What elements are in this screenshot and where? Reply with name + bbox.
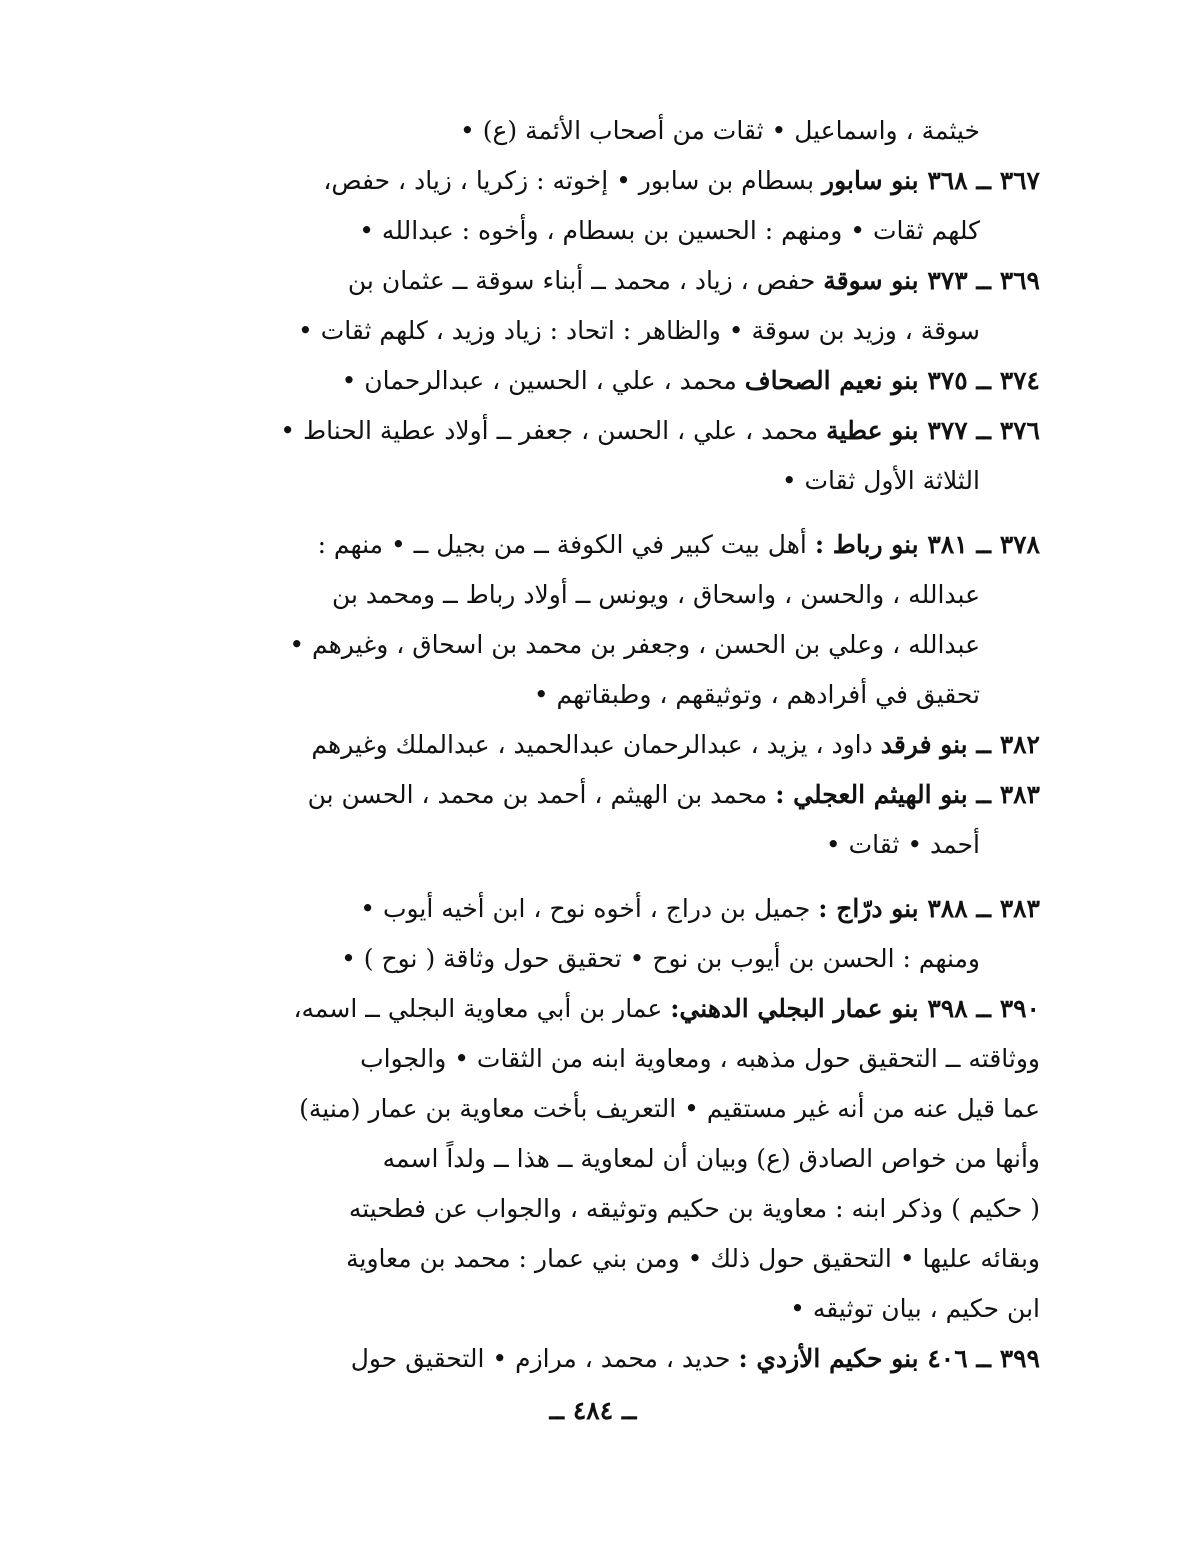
- entry-376-line-1: ٣٧٦ ــ ٣٧٧ بنو عطية محمد ، علي ، الحسن ، جعفر ــ أولاد عطية الحناط •: [280, 416, 1040, 445]
- entry-390-heading: ٣٩٠ ــ ٣٩٨ بنو عمار البجلي الدهني:: [670, 994, 1040, 1023]
- entry-383-line-1: ٣٨٣ ــ بنو الهيثم العجلي : محمد بن الهيثم ، أحمد بن محمد ، الحسن بن: [307, 780, 1040, 809]
- entry-369-heading: ٣٦٩ ــ ٣٧٣ بنو سوقة: [823, 266, 1040, 295]
- entry-378-line-4: تحقيق في أفرادهم ، وتوثيقهم ، وطبقاتهم •: [533, 680, 980, 709]
- entry-390-line-2: ووثاقته ــ التحقيق حول مذهبه ، ومعاوية ابنه من الثقات • والجواب: [360, 1044, 1040, 1073]
- entry-369-line-1: ٣٦٩ ــ ٣٧٣ بنو سوقة حفص ، زياد ، محمد ــ أبناء سوقة ــ عثمان بن: [347, 266, 1040, 295]
- entry-390-line-5: ( حكيم ) وذكر ابنه : معاوية بن حكيم وتوثيقه ، والجواب عن فطحيته: [348, 1194, 1040, 1223]
- entry-399-heading: ٣٩٩ ــ ٤٠٦ بنو حكيم الأزدي :: [738, 1344, 1040, 1373]
- entry-376-heading: ٣٧٦ ــ ٣٧٧ بنو عطية: [826, 416, 1040, 445]
- entry-383b-heading: ٣٨٣ ــ ٣٨٨ بنو درّاج :: [818, 894, 1040, 923]
- entry-378-line-3: عبدالله ، وعلي بن الحسن ، وجعفر بن محمد بن اسحاق ، وغيرهم •: [289, 630, 980, 659]
- entry-367-line-2: كلهم ثقات • ومنهم : الحسين بن بسطام ، وأخوه : عبدالله •: [359, 216, 980, 245]
- entry-374-line-1: ٣٧٤ ــ ٣٧٥ بنو نعيم الصحاف محمد ، علي ، الحسين ، عبدالرحمان •: [341, 366, 1040, 395]
- entry-367-heading: ٣٦٧ ــ ٣٦٨ بنو سابور: [822, 166, 1040, 195]
- entry-367-line-1: ٣٦٧ ــ ٣٦٨ بنو سابور بسطام بن سابور • إخوته : زكريا ، زياد ، حفص،: [323, 166, 1040, 195]
- entry-382-line-1: ٣٨٢ ــ بنو فرقد داود ، يزيد ، عبدالرحمان عبدالحميد ، عبدالملك وغيرهم: [311, 730, 1040, 759]
- entry-390-line-3: عما قيل عنه من أنه غير مستقيم • التعريف بأخت معاوية بن عمار (منية): [299, 1094, 1040, 1123]
- entry-378-line-2: عبدالله ، والحسن ، واسحاق ، ويونس ــ أولاد رباط ــ ومحمد بن: [331, 580, 980, 609]
- entry-382-heading: ٣٨٢ ــ بنو فرقد: [880, 730, 1040, 759]
- entry-369-line-2: سوقة ، وزيد بن سوقة • والظاهر : اتحاد : زياد وزيد ، كلهم ثقات •: [298, 316, 980, 345]
- page-number: ــ ٤٨٤ ــ: [549, 1396, 637, 1425]
- entry-374-heading: ٣٧٤ ــ ٣٧٥ بنو نعيم الصحاف: [744, 366, 1040, 395]
- entry-383b-line-2: ومنهم : الحسن بن أيوب بن نوح • تحقيق حول وثاقة ( نوح ) •: [341, 944, 980, 973]
- entry-378-line-1: ٣٧٨ ــ ٣٨١ بنو رباط : أهل بيت كبير في الكوفة ــ من بجيل ــ • منهم :: [317, 530, 1040, 559]
- entry-390-line-4: وأنها من خواص الصادق (ع) وبيان أن لمعاوية ــ هذا ــ ولداً اسمه: [382, 1144, 1040, 1173]
- entry-383-heading: ٣٨٣ ــ بنو الهيثم العجلي :: [775, 780, 1040, 809]
- entry-0-line-1: خيثمة ، واسماعيل • ثقات من أصحاب الأئمة (ع) •: [460, 116, 980, 145]
- entries: [150, 106, 1040, 1384]
- entry-390-line-1: ٣٩٠ ــ ٣٩٨ بنو عمار البجلي الدهني: عمار بن أبي معاوية البجلي ــ اسمه،: [293, 994, 1040, 1023]
- entry-383b-line-1: ٣٨٣ ــ ٣٨٨ بنو درّاج : جميل بن دراج ، أخوه نوح ، ابن أخيه أيوب •: [360, 894, 1040, 923]
- entry-399-line-1: ٣٩٩ ــ ٤٠٦ بنو حكيم الأزدي : حديد ، محمد ، مرازم • التحقيق حول: [350, 1344, 1040, 1373]
- entry-390-line-7: ابن حكيم ، بيان توثيقه •: [790, 1294, 1040, 1323]
- entry-390-line-6: وبقائه عليها • التحقيق حول ذلك • ومن بني عمار : محمد بن معاوية: [346, 1244, 1040, 1273]
- entry-376-line-2: الثلاثة الأول ثقات •: [781, 466, 980, 495]
- entry-378-heading: ٣٧٨ ــ ٣٨١ بنو رباط :: [814, 530, 1040, 559]
- entry-383-line-2: أحمد • ثقات •: [825, 830, 980, 859]
